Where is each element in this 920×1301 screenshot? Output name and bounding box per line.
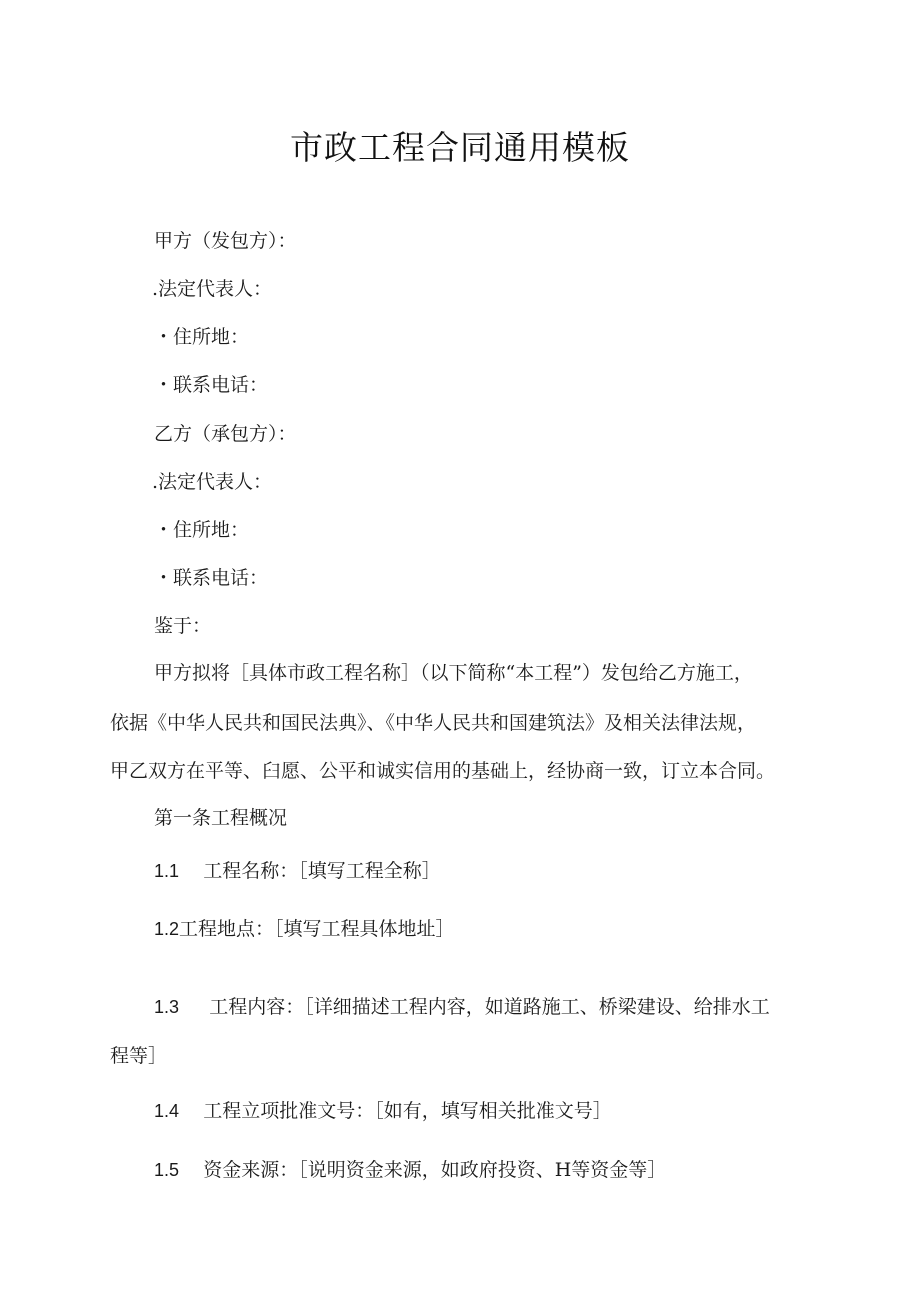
clause-1-4 xyxy=(154,1098,612,1124)
clause-number: 1.5 xyxy=(154,1160,180,1180)
party-b-address: ・住所地： xyxy=(154,519,250,541)
clause-number: 1.2 xyxy=(154,919,180,939)
clause-text: 工程立项批准文号：［如有，填写相关批准文号］ xyxy=(203,1100,612,1122)
party-a-address: ・住所地： xyxy=(154,326,250,348)
clause-1-1 xyxy=(154,858,441,884)
clause-1-2 xyxy=(154,916,455,942)
party-b-heading: 乙方（承包方）： xyxy=(154,423,297,445)
clause-1-3-continued: 程等］ xyxy=(110,1045,168,1067)
clause-1-5 xyxy=(154,1157,666,1183)
party-a-legal-representative: .法定代表人： xyxy=(152,278,273,300)
whereas-line-3: 甲乙双方在平等、臼愿、公平和诚实信用的基础上，经协商一致，订立本合同。 xyxy=(110,760,776,782)
party-a-heading: 甲方（发包方）： xyxy=(154,230,297,252)
party-b-phone: ・联系电话： xyxy=(154,567,269,589)
document-title: 市政工程合同通用模板 xyxy=(290,128,630,167)
whereas-line-2: 依据《中华人民共和国民法典》、《中华人民共和国建筑法》及相关法律法规， xyxy=(110,712,757,734)
clause-text: 资金来源：［说明资金来源，如政府投资、H等资金等］ xyxy=(203,1159,667,1181)
clause-text: 工程名称：［填写工程全称］ xyxy=(203,860,441,882)
party-b-legal-representative: .法定代表人： xyxy=(152,471,273,493)
clause-number: 1.3 xyxy=(154,997,180,1017)
clause-number: 1.1 xyxy=(154,861,180,881)
whereas-label: 鉴于： xyxy=(154,615,212,637)
clause-text: 工程地点：［填写工程具体地址］ xyxy=(179,918,455,940)
whereas-line-1: 甲方拟将［具体市政工程名称］（以下简称“本工程”）发包给乙方施工， xyxy=(154,662,753,684)
clause-text: 工程内容：［详细描述工程内容，如道路施工、桥梁建设、给排水工 xyxy=(209,996,770,1018)
article-1-heading: 第一条工程概况 xyxy=(154,807,288,829)
party-a-phone: ・联系电话： xyxy=(154,374,269,396)
clause-1-3 xyxy=(154,994,770,1020)
clause-number: 1.4 xyxy=(154,1101,180,1121)
